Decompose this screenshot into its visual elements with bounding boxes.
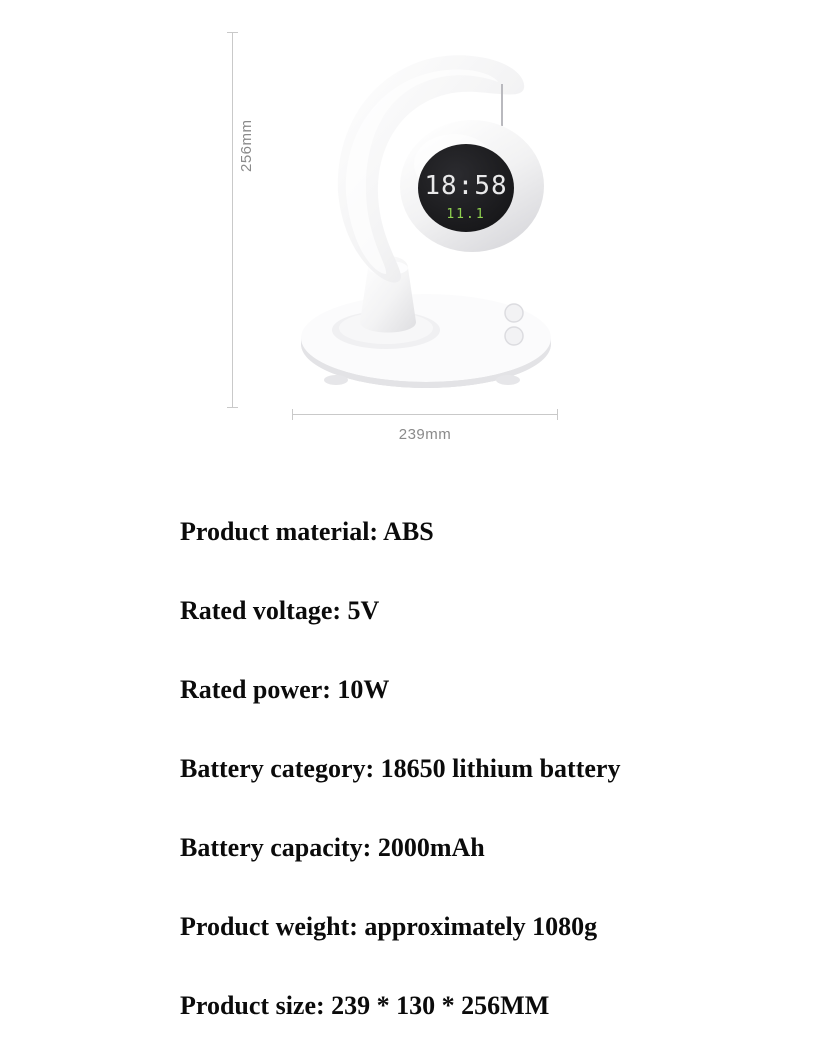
spec-battery-capacity: Battery capacity: 2000mAh [180, 833, 485, 862]
product-figure [0, 0, 828, 470]
spec-product-size: Product size: 239 * 130 * 256MM [180, 991, 550, 1020]
svg-text:11.1: 11.1 [446, 207, 486, 222]
spec-rated-power: Rated power: 10W [180, 675, 390, 704]
width-dimension-line [292, 414, 558, 415]
spec-product-material: Product material: ABS [180, 517, 434, 546]
width-dimension-label: 239mm [398, 426, 452, 443]
height-dimension-line [232, 32, 233, 408]
spec-battery-category: Battery category: 18650 lithium battery [180, 754, 621, 783]
spec-rated-voltage: Rated voltage: 5V [180, 596, 380, 625]
height-dimension-label: 256mm [238, 119, 255, 172]
svg-text:18:58: 18:58 [424, 171, 508, 201]
specification-list [0, 492, 828, 1045]
product-illustration [276, 22, 576, 402]
spec-product-weight: Product weight: approximately 1080g [180, 912, 598, 941]
